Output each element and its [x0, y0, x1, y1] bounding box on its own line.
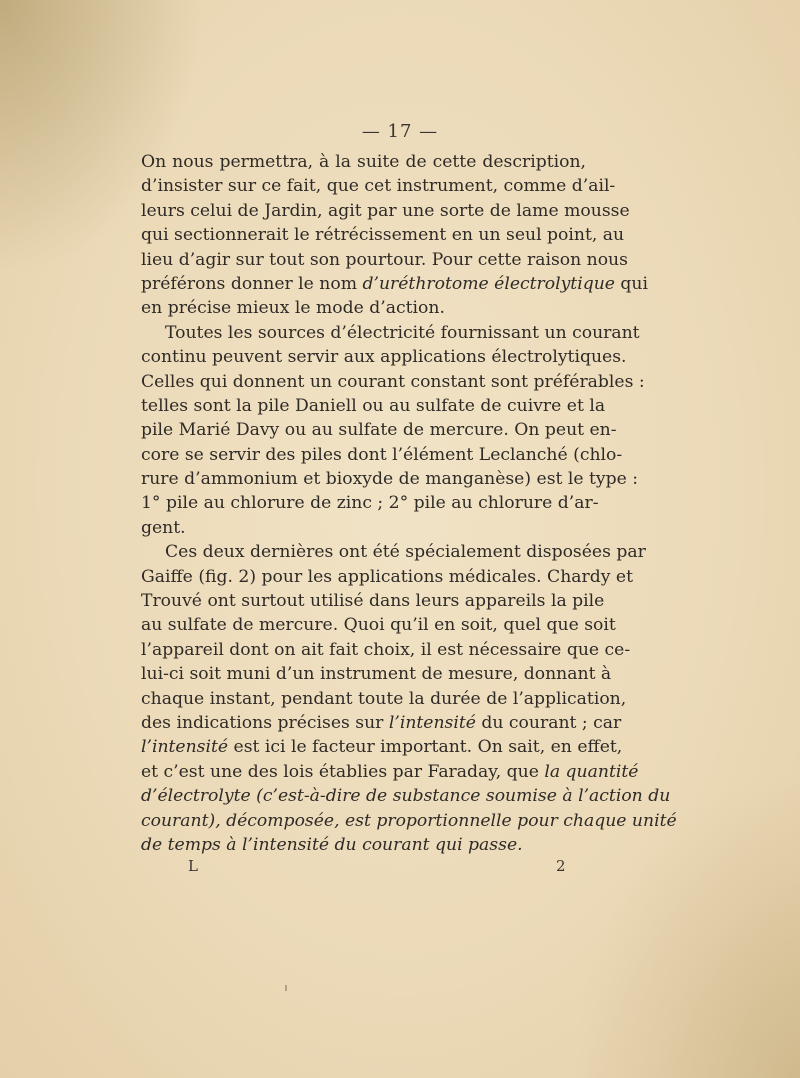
- text-run: du courant ; car: [475, 712, 622, 733]
- printer-signature-mark: [0, 857, 800, 879]
- italic-text: l’intensité: [141, 737, 229, 758]
- italic-text: courant), décomposée, est proportionnelle pour chaque unité: [141, 810, 677, 831]
- text-run: au sulfate de mercure. Quoi qu’il en soit, quel que soit: [141, 615, 616, 636]
- italic-text: d’uréthrotome électrolytique: [362, 273, 615, 294]
- text-run: On nous permettra, à la suite de cette description,: [141, 152, 586, 172]
- text-line: [141, 760, 639, 784]
- text-run: lui-ci soit muni d’un instrument de mesure, donnant à: [141, 664, 612, 685]
- text-run: pile Marié Davy ou au sulfate de mercure. On peut en-: [141, 420, 617, 441]
- italic-text: la quantité: [544, 761, 639, 782]
- text-line: [141, 687, 627, 711]
- text-line: [141, 613, 616, 637]
- text-line: [141, 784, 671, 808]
- text-line: [141, 150, 586, 174]
- text-run: rure d’ammonium et bioxyde de manganèse) est le type :: [141, 469, 639, 490]
- text-line: [141, 467, 639, 491]
- body-text: [141, 150, 677, 857]
- text-line: [141, 418, 617, 442]
- text-line: [141, 662, 612, 686]
- text-line: [141, 735, 623, 759]
- text-line: [141, 321, 640, 345]
- text-run: telles sont la pile Daniell ou au sulfate de cuivre et la: [141, 395, 606, 416]
- text-line: [141, 296, 586, 320]
- text-run: qui sectionnerait le rétrécissement en un seul point, au: [141, 225, 625, 246]
- text-line: [141, 345, 627, 369]
- text-line: [141, 443, 623, 467]
- text-line: [141, 394, 606, 418]
- text-run: Trouvé ont surtout utilisé dans leurs appareils la pile: [141, 591, 605, 612]
- text-line: [141, 711, 622, 735]
- text-run: leurs celui de Jardin, agit par une sorte de lame mousse: [141, 200, 630, 221]
- text-run: et c’est une des lois établies par Faraday, que: [141, 761, 545, 782]
- signature-number: 2: [556, 857, 566, 875]
- text-run: en précise mieux le mode d’action.: [141, 298, 445, 319]
- text-run: gent.: [141, 517, 186, 538]
- paper-blemish: [285, 985, 287, 991]
- italic-text: de temps à l’intensité du courant qui passe.: [141, 834, 523, 855]
- text-run: Celles qui donnent un courant constant sont préférables :: [141, 371, 645, 392]
- text-line: [141, 540, 646, 564]
- text-line: [141, 638, 631, 662]
- text-run: core se servir des piles dont l’élément Leclanché (chlo-: [141, 444, 623, 465]
- text-run: est ici le facteur important. On sait, en effet,: [228, 737, 623, 758]
- text-run: continu peuvent servir aux applications électrolytiques.: [141, 347, 627, 368]
- text-line: [141, 370, 645, 394]
- text-run: lieu d’agir sur tout son pourtour. Pour cette raison nous: [141, 249, 628, 270]
- text-line: [141, 491, 599, 515]
- text-run: Ces deux dernières ont été spécialement disposées par: [165, 542, 646, 563]
- text-line: [141, 833, 586, 857]
- text-line: [141, 174, 616, 198]
- text-run: des indications précises sur: [141, 712, 389, 733]
- text-run: 1° pile au chlorure de zinc ; 2° pile au chlorure d’ar-: [141, 493, 599, 514]
- text-line: [141, 565, 633, 589]
- text-line: [141, 248, 628, 272]
- text-run: d’insister sur ce fait, que cet instrument, comme d’ail-: [141, 176, 616, 197]
- text-run: qui: [614, 273, 648, 294]
- italic-text: d’électrolyte (c’est-à-dire de substance soumise à l’action du: [141, 786, 671, 807]
- text-run: Toutes les sources d’électricité fournissant un courant: [165, 322, 640, 343]
- text-line: [141, 199, 630, 223]
- text-line: [141, 223, 625, 247]
- text-run: l’appareil dont on ait fait choix, il est nécessaire que ce-: [141, 639, 631, 660]
- text-run: chaque instant, pendant toute la durée de l’application,: [141, 688, 627, 709]
- text-line: [141, 589, 605, 613]
- page-number: — 17 —: [361, 121, 439, 142]
- text-line: [141, 272, 648, 296]
- italic-text: l’intensité: [388, 712, 476, 733]
- text-run: préférons donner le nom: [141, 273, 363, 294]
- signature-letter: L: [188, 857, 198, 875]
- text-line: [141, 516, 586, 540]
- text-line: [141, 809, 677, 833]
- text-run: Gaiffe (fig. 2) pour les applications médicales. Chardy et: [141, 566, 633, 587]
